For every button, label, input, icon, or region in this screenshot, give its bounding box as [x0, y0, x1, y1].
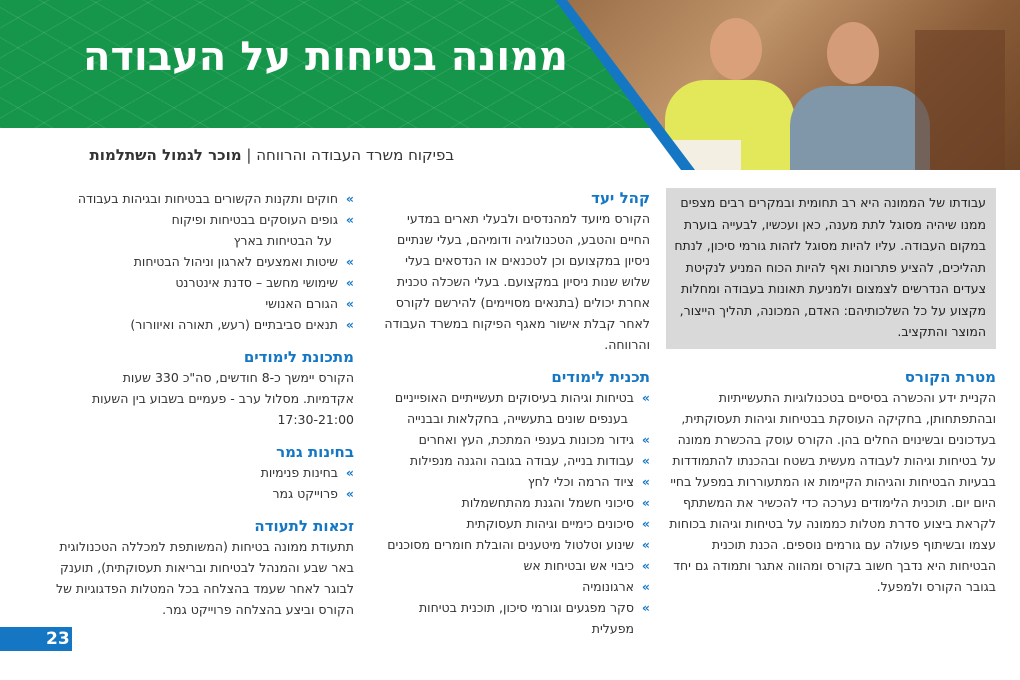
course-goal-text: הקניית ידע והכשרה בסיסיים בטכנולוגיות התעשייתיות ובהתפתחותן, בחקיקה העוסקת בבטיחות וגיהות תעסוקתית, בעדכונים ובשינוים החלים בהן. הקורס עוסק בהכשרת ממונה על בטיחות וגיהות לעבודה מעשית בשטח ובהכנתו להתמודדות בבעיות הבטיחות והגיהות הקיימות או המתעוררות במפעל בחיי היום יום. תוכנית הלימודים נערכה כדי להכשיר את המשתתף לקראת ביצוע סדרת מטלות כממונה על בטיחות וגיהות בכוחות עצמו ובשיתוף פעולה עם גורמים נוספים. הכנת תוכנית הבטיחות היא נדבך חשוב בקורס ומהווה אתגר ותמודה גם יחד בגובר הקורס ולמפעל.: [669, 389, 996, 594]
list-item: » סיכוני חשמל והגנת מהתחשמלות: [380, 492, 650, 513]
list-item: » בטיחות וגיהות בעיסוקים תעשייתיים האופייניים: [380, 387, 650, 408]
study-format-hours: 17:30-21:00: [277, 412, 354, 427]
study-format-heading: מתכונת לימודים: [243, 348, 354, 366]
intro-box: [666, 188, 996, 349]
list-item: » גופים העוסקים בבטיחות ופיקוח: [39, 209, 354, 230]
curriculum-list: [380, 387, 650, 639]
list-item: » עבודות בנייה, עבודה בגובה והגנה מנפילות: [380, 450, 650, 471]
list-item: » סקר מפגעים וגורמי סיכון, תוכנית בטיחות מפעלית: [380, 597, 650, 639]
list-item: » פרוייקט גמר: [39, 483, 354, 504]
study-format-line: אקדמיות. מסלול ערב - פעמיים בשבוע בין השעות: [91, 391, 354, 406]
list-item: » שינוע וטלטול מיטענים והובלת חומרים מסוכנים: [380, 534, 650, 555]
target-audience-heading: קהל יעד: [591, 189, 650, 207]
column-middle: [380, 188, 650, 639]
list-item: » חוקים ותקנות הקשורים בבטיחות ובגיהות בעבודה: [39, 188, 354, 209]
list-item: » ציוד הרמה וכלי לחץ: [380, 471, 650, 492]
list-item: » תנאים סביבתיים (רעש, תאורה ואיוורור): [39, 314, 354, 335]
final-exams-heading: בחינות גמר: [276, 443, 354, 461]
page-title: ממונה בטיחות על העבודה: [83, 34, 568, 80]
page-number: 23: [0, 627, 72, 651]
worker-head-right: [827, 22, 879, 84]
subtitle-supervision: בפיקוח משרד העבודה והרווחה |: [241, 146, 454, 164]
list-item: » כיבוי אש ובטיחות אש: [380, 555, 650, 576]
list-item: » גידור מכונות בענפי המתכת, העץ ואחרים: [380, 429, 650, 450]
wall-opening: [915, 30, 1005, 170]
study-format-line: הקורס יימשך כ-8 חודשים, סה"כ 330 שעות: [122, 370, 354, 385]
header-banner: [0, 0, 1020, 170]
topics-list: [39, 188, 354, 335]
column-right: [666, 188, 996, 597]
list-item: בענפים שונים בתעשייה, בחקלאות ובבנייה: [406, 411, 628, 426]
final-exams-list: [39, 462, 354, 504]
curriculum-heading: תכנית לימודים: [551, 368, 650, 386]
course-goal-heading: מטרת הקורס: [904, 367, 996, 386]
list-item: על הבטיחות בארץ: [233, 233, 332, 248]
list-item: » סיכונים כימיים וגיהות תעסוקתית: [380, 513, 650, 534]
list-item: » שימושי מחשב – סדנת אינטרנט: [39, 272, 354, 293]
certificate-heading: זכאות לתעודה: [254, 517, 354, 535]
worker-shirt: [790, 86, 930, 170]
page-subtitle: [90, 146, 454, 164]
list-item: » הגורם האנושי: [39, 293, 354, 314]
certificate-text: תתעודת ממונה בטיחות (המשותפת למכללה הטכנולוגית באר שבע והמנהל לבטיחות ובריאות תעסוקתית), תוענק לבוגר לאחר שעמד בהצלחה בכל המטלות הפדגוגיות של הקורס וביצע בהצלחה פרוייקט גמר.: [56, 539, 354, 617]
target-audience-text: הקורס מיועד למהנדסים ולבעלי תארים במדעי החיים והטבע, הטכנולוגיה ודומיהם, בעלי שנתיים ניסיון במקצועם וכן לטכנאים או הנדסאים בעלי שלוש שנות ניסיון במקצועם. בעלי השכלה טכנית אחרת יכולים (בתנאים מסויימים) להירשם לקורס לאחר קבלת אישור מאגף הפיקוח במשרד העבודה והרווחה.: [384, 211, 650, 352]
intro-text: עבודתו של הממונה היא רב תחומית ובמקרים רבים מצפים ממנו שיהיה מסוגל לתת מענה, כאן ועכשיו, לבעייה בוערת במקום העבודה. עליו להיות מסוגל לזהות גורמי סיכון, לנתח תהליכים, להציע פתרונות ואף להיות הכוח המניע לנקיטת צעדים הנדרשים לצמצום ולמניעת תאונות בעבודה ומחלות מקצוע על כל השלכותיהם: האדם, המכונה, תהליך הייצור, המוצר והתקציב.: [674, 195, 986, 339]
subtitle-recognition: מוכר לגמול השתלמות: [89, 146, 242, 164]
list-item: » בחינות פנימיות: [39, 462, 354, 483]
list-item: » שיטות ואמצעים לארגון וניהול הבטיחות: [39, 251, 354, 272]
list-item: » ארגונומיה: [380, 576, 650, 597]
safety-workers-photo: [565, 0, 1020, 170]
column-left: [39, 188, 354, 620]
worker-head-left: [710, 18, 762, 80]
